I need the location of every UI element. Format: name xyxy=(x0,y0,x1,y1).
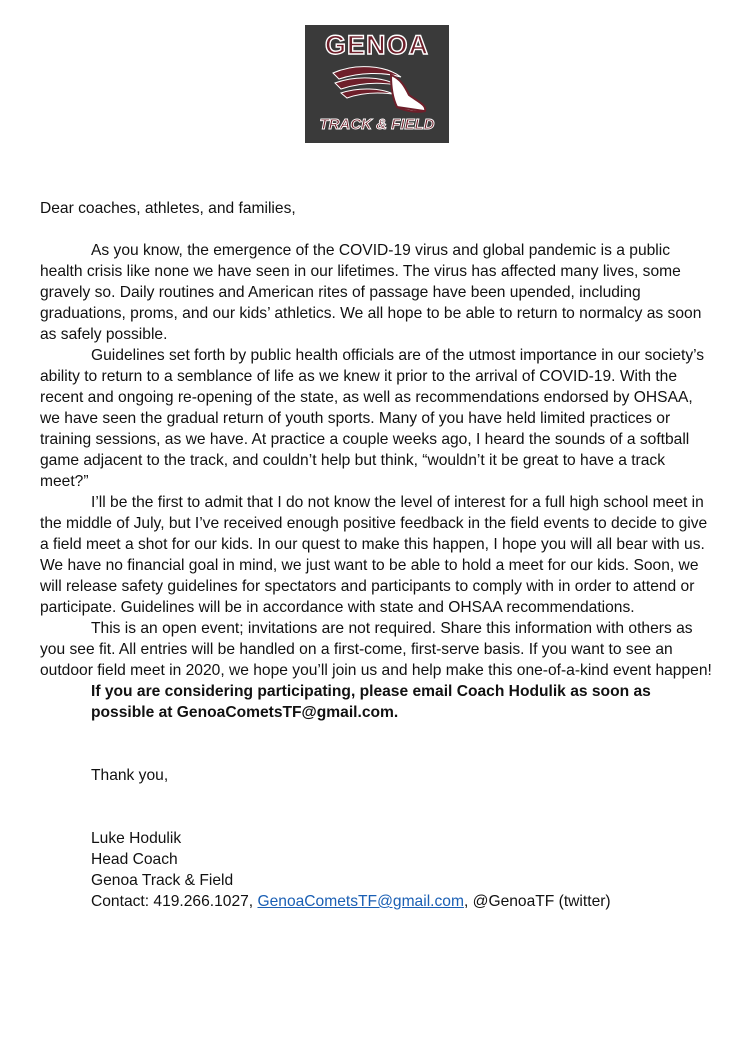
contact-email-link[interactable]: GenoaCometsTF@gmail.com xyxy=(257,893,464,910)
contact-prefix: Contact: 419.266.1027, xyxy=(91,893,258,910)
signature-team: Genoa Track & Field xyxy=(91,872,234,889)
logo-bottom-text: TRACK & FIELD xyxy=(319,116,435,133)
winged-shoe-icon xyxy=(305,25,449,143)
signature-title: Head Coach xyxy=(91,851,178,868)
letter-paragraph-4: This is an open event; invitations are not required. Share this information with others as you see fit. All entries will be handled on a first-come, first-serve basis. If you want to see an outdoor field meet in 2020, we hope you’ll join us and help make this one-of-a-kind event happen! xyxy=(40,620,712,679)
letter-closing: Thank you, xyxy=(91,767,169,784)
signature-contact xyxy=(40,891,712,912)
letter-bold-note: If you are considering participating, please email Coach Hodulik as soon as possible at GenoaCometsTF@gmail.com. xyxy=(91,683,651,721)
contact-suffix: , @GenoaTF (twitter) xyxy=(463,893,611,910)
letter-paragraph-2: Guidelines set forth by public health officials are of the utmost importance in our society’s ability to return to a semblance of life as we knew it prior to the arrival of COVID-19. With the recent and ongoing re-opening of the state, as well as recommendations endorsed by OHSAA, we have seen the gradual return of youth sports. Many of you have held limited practices or training sessions, as we have. At practice a couple weeks ago, I heard the sounds of a softball game adjacent to the track, and couldn’t help but think, “wouldn’t it be great to have a track meet?” xyxy=(40,347,705,490)
letter-body xyxy=(40,198,712,912)
genoa-track-field-logo xyxy=(305,25,449,143)
logo-top-text: GENOA xyxy=(324,30,430,60)
signature-name: Luke Hodulik xyxy=(91,830,182,847)
letter-paragraph-3: I’ll be the first to admit that I do not know the level of interest for a full high school meet in the middle of July, but I’ve received enough positive feedback in the field events to decide to give a field meet a shot for our kids. In our quest to make this happen, I hope you will all bear with us. We have no financial goal in mind, we just want to be able to hold a meet for our kids. Soon, we will release safety guidelines for spectators and participants to comply with in order to attend or participate. Guidelines will be in accordance with state and OHSAA recommendations. xyxy=(40,494,708,616)
letter-greeting: Dear coaches, athletes, and families, xyxy=(40,200,296,217)
letter-paragraph-1: As you know, the emergence of the COVID-19 virus and global pandemic is a public health crisis like none we have seen in our lifetimes. The virus has affected many lives, some gravely so. Daily routines and American rites of passage have been upended, including graduations, proms, and our kids’ athletics. We all hope to be able to return to normalcy as soon as safely possible. xyxy=(40,242,702,343)
